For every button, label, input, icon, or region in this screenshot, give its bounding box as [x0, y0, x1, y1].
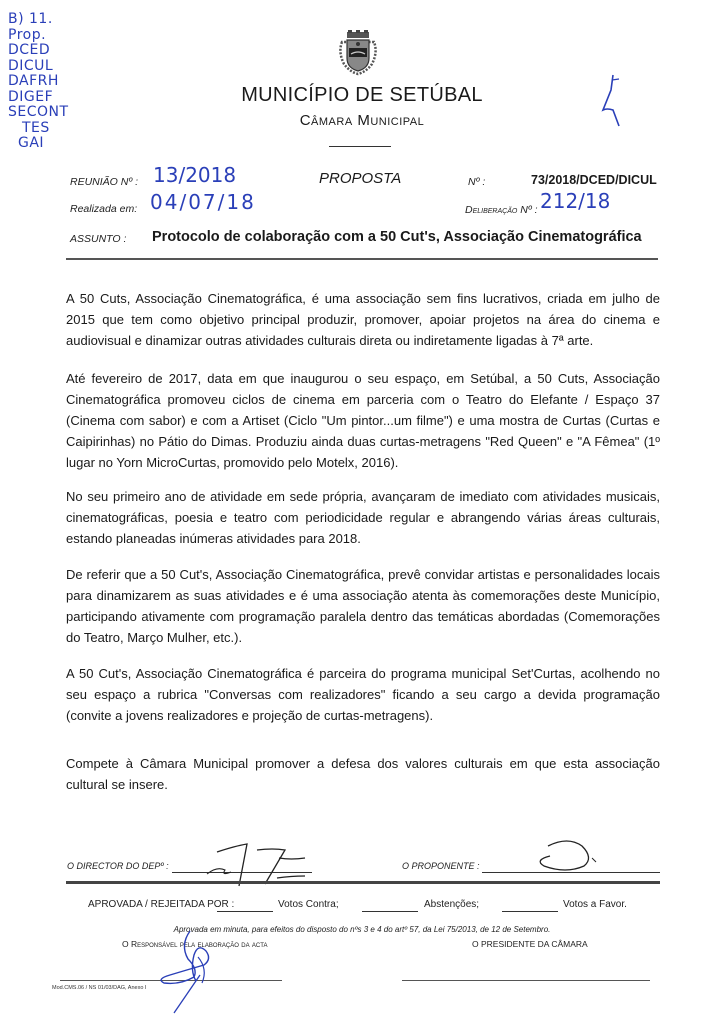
body-paragraph: De referir que a 50 Cut's, Associação Cinematográfica, prevê convidar artistas e personalidades locais para dinamizarem as suas atividades e é uma associação atenta às comemorações deste Município, participando ativamente com programação paralela dentro das temáticas abordadas (Comemorações do Teatro, Março Mulher, etc.).	[66, 567, 660, 645]
proponente-label: O PROPONENTE :	[402, 861, 480, 871]
body-paragraph: A 50 Cut's, Associação Cinematográfica é parceira do programa municipal Set'Curtas, acolhendo no seu espaço a rubrica "Conversas com realizadores" ficando a seu cargo a devida programação (convite a jovens realizadores e projeção de curtas-metragens).	[66, 666, 660, 723]
numero-label: Nº :	[468, 176, 486, 188]
department-subtitle: Câmara Municipal	[299, 112, 425, 129]
margin-note: DICUL	[8, 57, 54, 74]
margin-note: DAFRH	[8, 73, 59, 89]
margin-note: SECONT	[8, 104, 69, 120]
votos-favor-label: Votos a Favor.	[563, 899, 627, 910]
margin-note: GAI	[18, 135, 45, 151]
deliberacao-label: Deliberação Nº :	[465, 204, 538, 216]
margin-note: B) 11.	[8, 11, 53, 27]
responsavel-label: O Responsável pela elaboração da acta	[122, 939, 268, 949]
handwritten-corner-mark	[595, 70, 635, 130]
votos-favor-field[interactable]	[502, 911, 558, 912]
votos-contra-field[interactable]	[217, 911, 273, 912]
aprovada-label: APROVADA / REJEITADA POR :	[88, 899, 235, 910]
presidente-label: O PRESIDENTE DA CÂMARA	[472, 939, 588, 949]
margin-note: Prop.	[8, 26, 47, 43]
coat-of-arms-icon	[336, 30, 380, 76]
assunto-value: Protocolo de colaboração com a 50 Cut's, Associação Cinematográfica	[152, 229, 642, 245]
director-label: O DIRECTOR DO DEPº :	[67, 861, 169, 871]
minute-approval-note: Aprovada em minuta, para efeitos do disposto do nºs 3 e 4 do artº 57, da Lei 75/2013, de 12 de Setembro.	[173, 925, 551, 934]
abstencoes-field[interactable]	[362, 911, 418, 912]
reuniao-value: 13/2018	[153, 163, 237, 187]
director-signature	[195, 836, 325, 896]
header-divider	[66, 258, 658, 260]
margin-note: TES	[22, 119, 50, 136]
numero-value: 73/2018/DCED/DICUL	[531, 173, 657, 187]
proponente-signature	[530, 838, 610, 874]
presidente-signature-line	[402, 980, 650, 981]
abstencoes-label: Abstenções;	[424, 899, 480, 910]
votos-contra-label: Votos Contra;	[278, 899, 339, 910]
margin-note: DIGEF	[8, 88, 54, 105]
reuniao-label: REUNIÃO Nº :	[70, 176, 139, 188]
realizada-value: 04/07/18	[150, 190, 256, 214]
body-paragraph: Compete à Câmara Municipal promover a defesa dos valores culturais em que esta associação cultural se insere.	[66, 756, 660, 792]
margin-routing-notes	[8, 12, 98, 152]
body-paragraph: A 50 Cuts, Associação Cinematográfica, é uma associação sem fins lucrativos, criada em julho de 2015 que tem como objetivo principal produzir, promover, apoiar projetos na área do cinema e audiovisual e dinamizar outras atividades culturais direta ou indiretamente ligadas à 7ª arte.	[66, 291, 660, 348]
approval-divider	[66, 881, 660, 884]
body-paragraph: No seu primeiro ano de atividade em sede própria, avançaram de imediato com atividades musicais, cinematográficas, poesia e teatro com periodicidade regular e abrangendo várias áreas culturais, estando planeadas inúmeras atividades para 2018.	[66, 489, 660, 546]
responsavel-signature	[150, 925, 230, 1015]
margin-note: DCED	[8, 42, 51, 58]
assunto-label: ASSUNTO :	[70, 233, 127, 245]
document-type: PROPOSTA	[319, 170, 402, 187]
title-divider	[329, 146, 391, 147]
deliberacao-value: 212/18	[540, 189, 611, 213]
model-code: Mod.CMS.06 / NS 01/03/DAG, Anexo I	[52, 985, 147, 991]
realizada-label: Realizada em:	[70, 203, 138, 215]
organization-title: MUNICÍPIO DE SETÚBAL	[241, 84, 483, 106]
body-paragraph: Até fevereiro de 2017, data em que inaugurou o seu espaço, em Setúbal, a 50 Cuts, Associação Cinematográfica promoveu ciclos de cinema em parceria com o Teatro do Elefante / Espaço 37 (Cinema com sabor) e com a Artiset (Ciclo "Um pintor...um filme") e uma mostra de Curtas (Curtas e Caipirinhas) no Pátio do Dimas. Produziu ainda duas curtas-metragens "Red Queen" e "A Fêmea" (1º lugar no Yorn MicroCurtas, promovido pelo Motelx, 2016).	[66, 371, 660, 470]
